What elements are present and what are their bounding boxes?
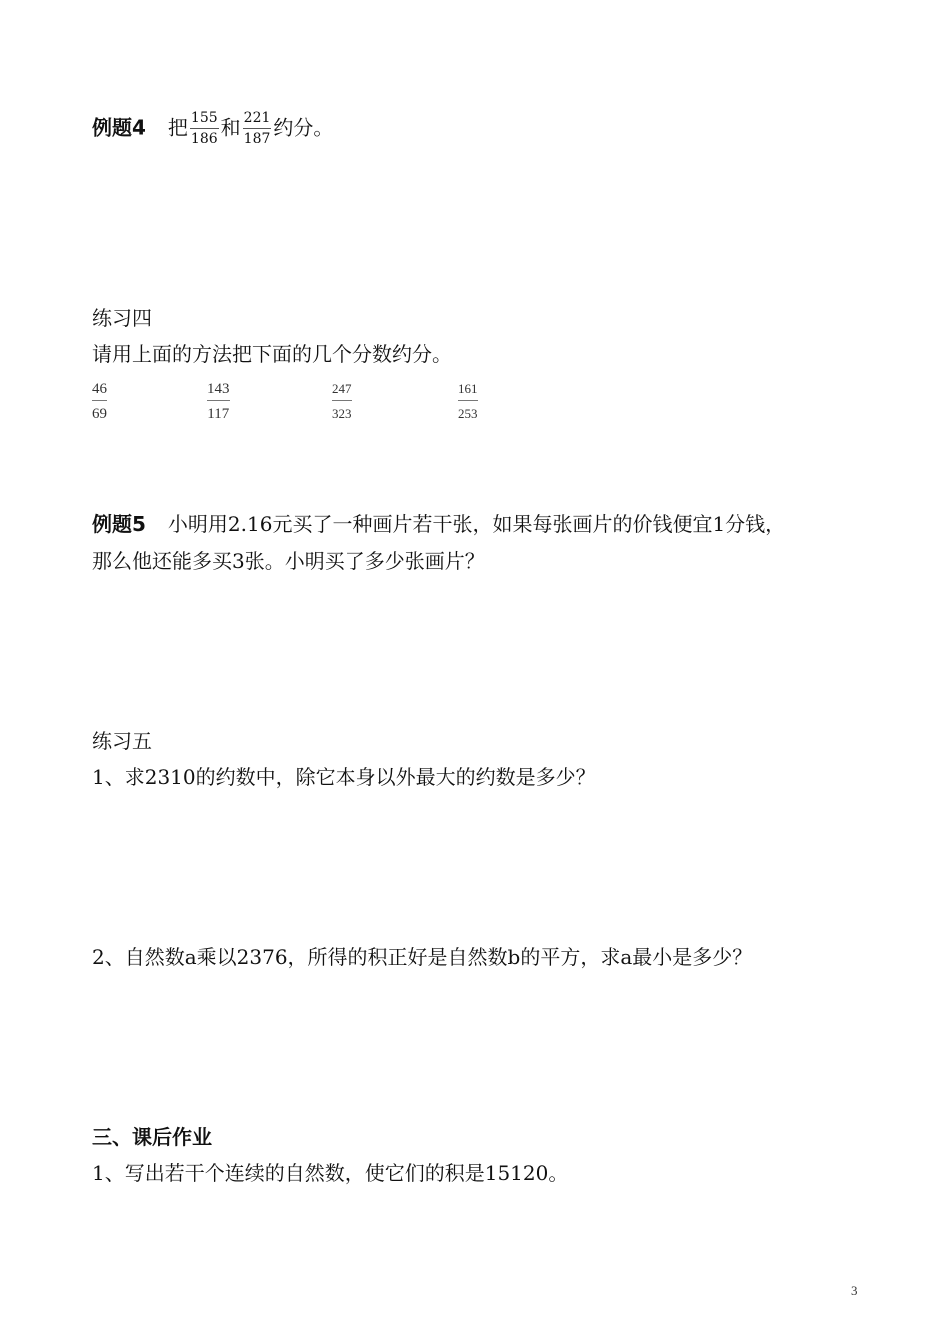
fraction-221-187: [243, 110, 272, 148]
page-number: 3: [851, 1283, 858, 1298]
fraction-denominator: 187: [243, 131, 271, 147]
practice4-fraction-2: [207, 380, 230, 423]
example5-line2: 那么他还能多买3张。小明买了多少张画片？: [92, 549, 485, 573]
fraction-denominator: 253: [458, 406, 478, 421]
practice4-fraction-1: [92, 380, 107, 423]
practice5-question-1: 1、求2310的约数中，除它本身以外最大的约数是多少？: [92, 765, 596, 789]
practice4-fraction-3: [332, 380, 352, 423]
practice4-title: 练习四: [92, 306, 152, 330]
fraction-denominator: 186: [190, 131, 218, 147]
example4-line: [92, 110, 333, 148]
practice4-fraction-4: [458, 380, 478, 423]
homework-question-1: 1、写出若干个连续的自然数，使它们的积是15120。: [92, 1161, 569, 1185]
fraction-numerator: 247: [332, 380, 352, 401]
example5-label: 例题5: [92, 512, 146, 536]
example4-label: 例题4: [92, 115, 146, 140]
practice5-title: 练习五: [92, 729, 152, 753]
fraction-denominator: 69: [92, 406, 107, 422]
example5-line1: [92, 512, 785, 536]
practice5-question-2: 2、自然数a乘以2376，所得的积正好是自然数b的平方，求a最小是多少？: [92, 945, 753, 969]
fraction-155-186: [190, 110, 219, 148]
fraction-numerator: 155: [190, 110, 219, 129]
fraction-numerator: 143: [207, 380, 230, 401]
homework-title: 三、课后作业: [92, 1125, 212, 1149]
fraction-numerator: 221: [243, 110, 272, 129]
fraction-denominator: 117: [207, 406, 230, 422]
fraction-numerator: 46: [92, 380, 107, 401]
practice4-instruction: 请用上面的方法把下面的几个分数约分。: [92, 342, 452, 366]
example4-text-before: 把: [167, 115, 188, 140]
example4-text-after: 约分。: [273, 115, 334, 140]
example4-connector: 和: [220, 115, 241, 140]
example5-text-line1: 小明用2.16元买了一种画片若干张，如果每张画片的价钱便宜1分钱，: [167, 512, 786, 536]
fraction-numerator: 161: [458, 380, 478, 401]
fraction-denominator: 323: [332, 406, 352, 421]
